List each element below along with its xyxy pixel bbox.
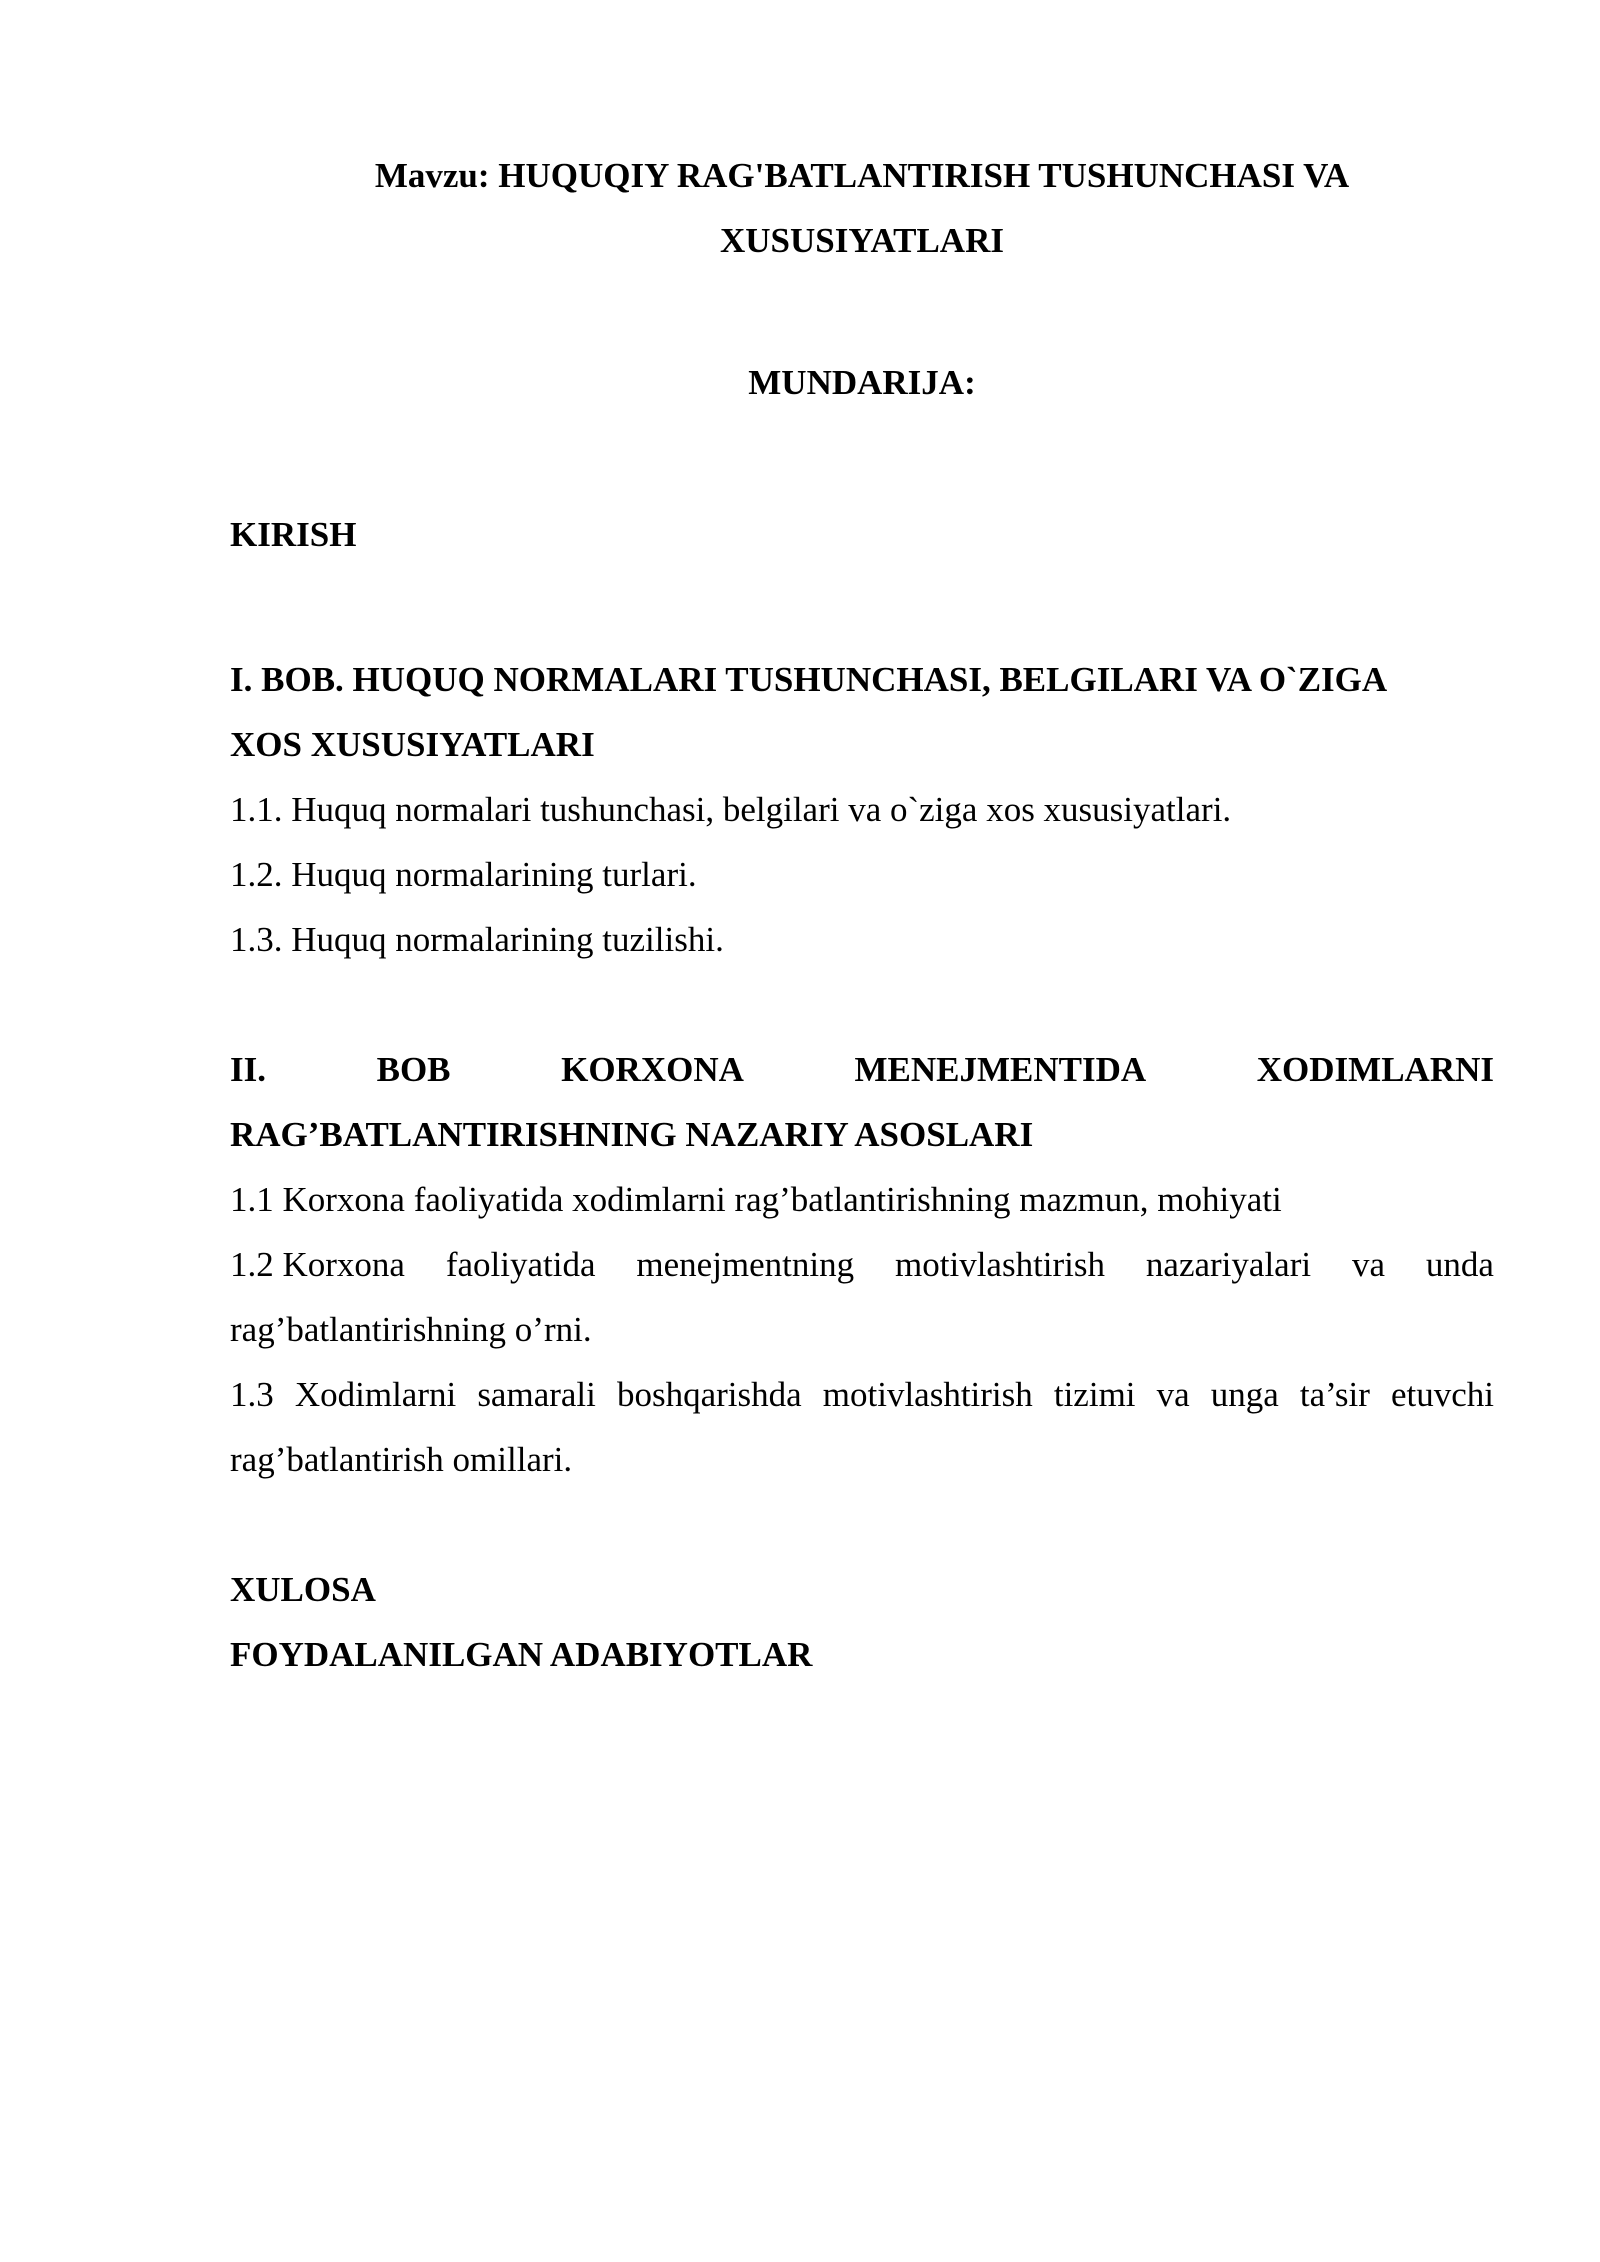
item-word: va <box>1156 1375 1190 1414</box>
item-word: etuvchi <box>1390 1375 1494 1414</box>
item-word: 1.2 Korxona <box>230 1245 405 1284</box>
chapter2-item-2-line2: rag’batlantirishning o’rni. <box>230 1310 592 1349</box>
item-word: boshqarishda <box>616 1375 802 1414</box>
chapter2-heading-word: BOB <box>376 1050 451 1089</box>
item-word: ta’sir <box>1299 1375 1370 1414</box>
item-word: unga <box>1210 1375 1279 1414</box>
chapter2-item-2-line1 <box>230 1232 1494 1297</box>
item-word: Xodimlarni <box>294 1375 457 1414</box>
item-word: 1.3 <box>230 1375 274 1414</box>
toc-heading-block <box>230 350 1494 415</box>
item-word: faoliyatida <box>445 1245 596 1284</box>
document-title <box>230 143 1494 273</box>
title-label: Mavzu: <box>374 156 490 195</box>
item-word: tizimi <box>1053 1375 1136 1414</box>
chapter2-heading-word: KORXONA <box>561 1050 744 1089</box>
chapter2-heading-word: II. <box>230 1050 266 1089</box>
chapter2-heading-word: XODIMLARNI <box>1256 1050 1494 1089</box>
item-word: menejmentning <box>636 1245 855 1284</box>
chapter2-heading-line2: RAG’BATLANTIRISHNING NAZARIY ASOSLARI <box>230 1115 1034 1154</box>
chapter1-heading-line2: XOS XUSUSIYATLARI <box>230 725 595 764</box>
item-word: unda <box>1425 1245 1494 1284</box>
item-word: va <box>1351 1245 1386 1284</box>
chapter2-item-1: 1.1 Korxona faoliyatida xodimlarni rag’batlantirishning mazmun, mohiyati <box>230 1180 1282 1219</box>
chapter2-item-3-line1 <box>230 1362 1494 1427</box>
chapter2-heading-word: MENEJMENTIDA <box>854 1050 1147 1089</box>
title-line-1 <box>230 143 1494 208</box>
chapter1-heading-line1: I. BOB. HUQUQ NORMALARI TUSHUNCHASI, BELGILARI VA O`ZIGA <box>230 660 1388 699</box>
chapter2-heading-line1 <box>230 1037 1494 1102</box>
chapter1-item-2: 1.2. Huquq normalarining turlari. <box>230 855 697 894</box>
title-text-1: HUQUQIY RAG'BATLANTIRISH TUSHUNCHASI VA <box>498 156 1350 195</box>
item-word: nazariyalari <box>1145 1245 1312 1284</box>
toc-heading: MUNDARIJA: <box>748 363 976 402</box>
toc-references: FOYDALANILGAN ADABIYOTLAR <box>230 1635 813 1674</box>
chapter2-item-3-line2: rag’batlantirish omillari. <box>230 1440 573 1479</box>
toc-intro: KIRISH <box>230 515 357 554</box>
item-word: motivlashtirish <box>895 1245 1106 1284</box>
toc-conclusion: XULOSA <box>230 1570 376 1609</box>
item-word: motivlashtirish <box>822 1375 1033 1414</box>
chapter1-item-1: 1.1. Huquq normalari tushunchasi, belgilari va o`ziga xos xususiyatlari. <box>230 790 1232 829</box>
item-word: samarali <box>477 1375 596 1414</box>
title-line-2: XUSUSIYATLARI <box>720 221 1004 260</box>
chapter1-item-3: 1.3. Huquq normalarining tuzilishi. <box>230 920 724 959</box>
